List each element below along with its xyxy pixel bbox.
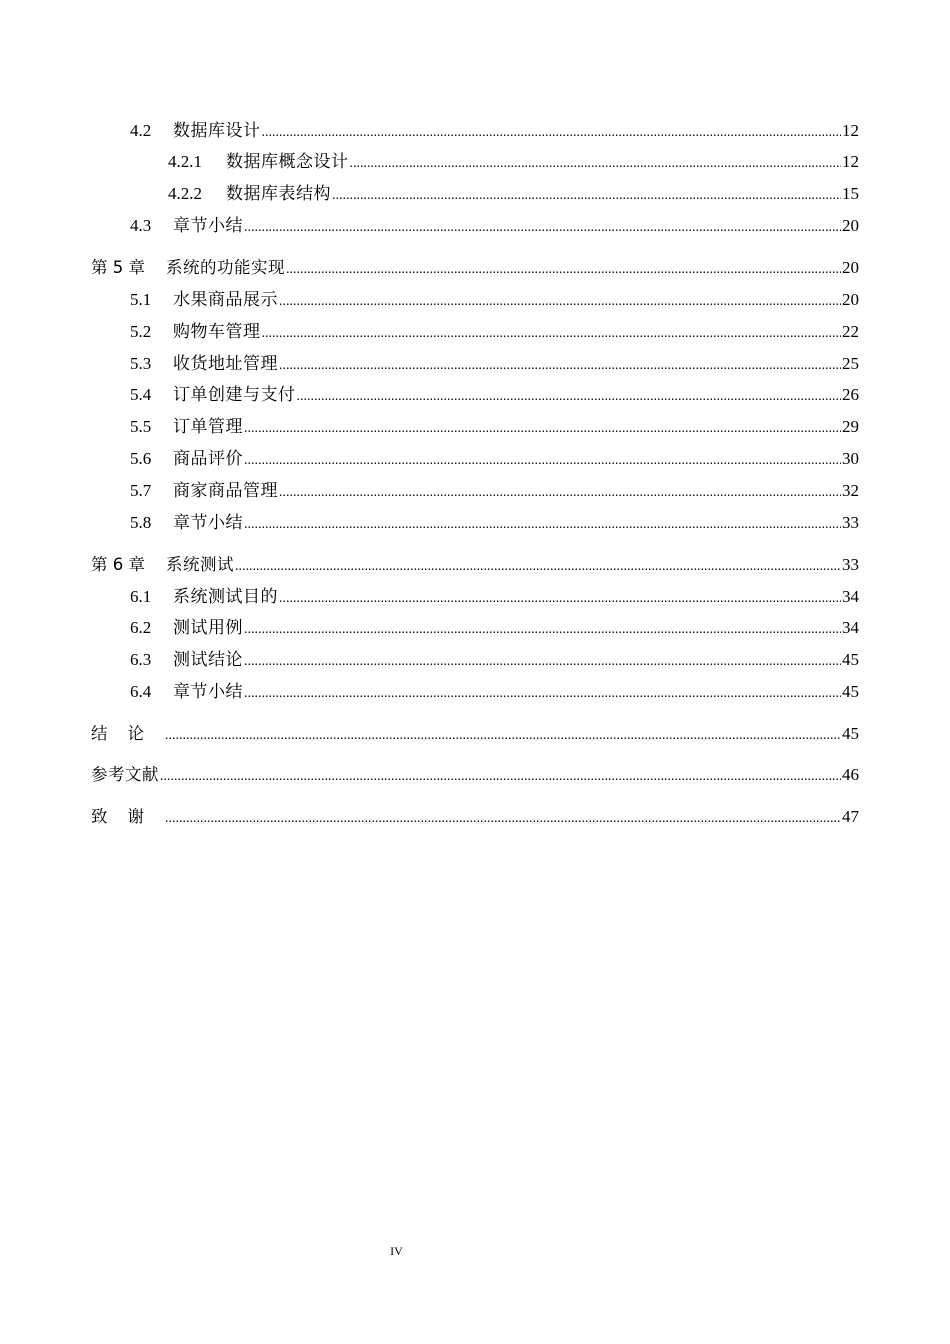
toc-entry-5-3[interactable] (130, 353, 859, 377)
toc-entry-6-2[interactable] (130, 617, 859, 641)
toc-entry-page: 45 (842, 650, 859, 669)
toc-entry-number: 5.5 (130, 417, 152, 436)
toc-entry-title: 商品评价 (173, 449, 243, 468)
toc-entry-number: 5.8 (130, 513, 152, 532)
dot-leader (279, 355, 841, 377)
toc-entry-number: 5.2 (130, 322, 152, 341)
toc-entry-references[interactable] (91, 764, 859, 788)
toc-entry-5-1[interactable] (130, 289, 859, 313)
toc-entry-4-3[interactable] (130, 215, 859, 239)
dot-leader (244, 450, 841, 472)
dot-leader (279, 482, 841, 504)
toc-entry-page: 20 (842, 216, 859, 235)
toc-entry-title: 章节小结 (173, 682, 243, 701)
toc-entry-6-1[interactable] (130, 586, 859, 610)
dot-leader (160, 766, 841, 788)
toc-entry-title: 订单创建与支付 (173, 385, 296, 404)
toc-entry-page: 46 (842, 765, 859, 784)
toc-entry-conclusion[interactable] (91, 723, 859, 747)
toc-entry-number: 5.6 (130, 449, 152, 468)
toc-entry-chapter-5[interactable] (91, 257, 859, 281)
toc-entry-number: 6.3 (130, 650, 152, 669)
toc-entry-number: 4.2 (130, 121, 152, 140)
toc-entry-title: 数据库概念设计 (226, 152, 349, 171)
toc-entry-4-2-2[interactable] (168, 183, 859, 207)
dot-leader (297, 386, 842, 408)
page-number: IV (390, 1244, 403, 1258)
dot-leader (332, 185, 841, 207)
toc-entry-title: 测试结论 (173, 650, 243, 669)
toc-entry-page: 12 (842, 152, 859, 171)
toc-entry-page: 25 (842, 354, 859, 373)
dot-leader (262, 323, 842, 345)
toc-entry-6-4[interactable] (130, 681, 859, 705)
toc-entry-number: 6.2 (130, 618, 152, 637)
toc-entry-number: 4.2.2 (168, 184, 202, 203)
dot-leader (244, 619, 841, 641)
toc-entry-5-8[interactable] (130, 512, 859, 536)
toc-entry-page: 29 (842, 417, 859, 436)
toc-entry-number: 第 5 章 (91, 258, 145, 277)
dot-leader (244, 651, 841, 673)
toc-entry-page: 12 (842, 121, 859, 140)
toc-entry-page: 34 (842, 618, 859, 637)
toc-entry-page: 20 (842, 290, 859, 309)
toc-entry-5-7[interactable] (130, 480, 859, 504)
toc-entry-page: 20 (842, 258, 859, 277)
toc-entry-title: 系统测试 (166, 555, 234, 574)
toc-entry-page: 26 (842, 385, 859, 404)
dot-leader (262, 122, 842, 144)
dot-leader (244, 514, 841, 536)
toc-entry-acknowledgements[interactable] (91, 806, 859, 830)
toc-entry-number: 4.3 (130, 216, 152, 235)
toc-entry-number: 5.1 (130, 290, 152, 309)
dot-leader (286, 259, 841, 281)
toc-entry-title: 订单管理 (173, 417, 243, 436)
toc-entry-title: 系统测试目的 (173, 587, 278, 606)
toc-entry-title: 水果商品展示 (173, 290, 278, 309)
toc-entry-title: 测试用例 (173, 618, 243, 637)
toc-entry-title: 章节小结 (173, 513, 243, 532)
toc-entry-number: 6.4 (130, 682, 152, 701)
toc-entry-page: 33 (842, 513, 859, 532)
toc-entry-title: 参考文献 (91, 765, 159, 784)
toc-entry-title: 致谢 (91, 807, 164, 826)
dot-leader (244, 217, 841, 239)
dot-leader (235, 556, 841, 578)
toc-entry-page: 33 (842, 555, 859, 574)
toc-entry-title: 系统的功能实现 (166, 258, 285, 277)
toc-entry-5-2[interactable] (130, 321, 859, 345)
toc-entry-number: 5.7 (130, 481, 152, 500)
dot-leader (279, 588, 841, 610)
toc-entry-4-2-1[interactable] (168, 151, 859, 175)
toc-entry-4-2[interactable] (130, 120, 859, 144)
toc-entry-number: 4.2.1 (168, 152, 202, 171)
dot-leader (350, 153, 842, 175)
toc-entry-page: 34 (842, 587, 859, 606)
toc-entry-chapter-6[interactable] (91, 554, 859, 578)
toc-entry-title: 收货地址管理 (173, 354, 278, 373)
dot-leader (244, 418, 841, 440)
toc-entry-title: 购物车管理 (173, 322, 261, 341)
toc-entry-title: 数据库表结构 (226, 184, 331, 203)
toc-entry-5-4[interactable] (130, 384, 859, 408)
dot-leader (279, 291, 841, 313)
toc-entry-page: 32 (842, 481, 859, 500)
toc-entry-page: 45 (842, 724, 859, 743)
toc-entry-number: 6.1 (130, 587, 152, 606)
toc-entry-title: 商家商品管理 (173, 481, 278, 500)
toc-entry-5-6[interactable] (130, 448, 859, 472)
toc-entry-page: 30 (842, 449, 859, 468)
toc-entry-number: 第 6 章 (91, 555, 145, 574)
toc-entry-page: 15 (842, 184, 859, 203)
toc-entry-page: 22 (842, 322, 859, 341)
toc-entry-number: 5.4 (130, 385, 152, 404)
toc-entry-title: 数据库设计 (173, 121, 261, 140)
toc-entry-6-3[interactable] (130, 649, 859, 673)
toc-entry-page: 45 (842, 682, 859, 701)
dot-leader (165, 808, 841, 830)
toc-entry-title: 结论 (91, 724, 164, 743)
dot-leader (244, 683, 841, 705)
toc-entry-title: 章节小结 (173, 216, 243, 235)
dot-leader (165, 725, 841, 747)
toc-entry-page: 47 (842, 807, 859, 826)
toc-entry-number: 5.3 (130, 354, 152, 373)
toc-entry-5-5[interactable] (130, 416, 859, 440)
